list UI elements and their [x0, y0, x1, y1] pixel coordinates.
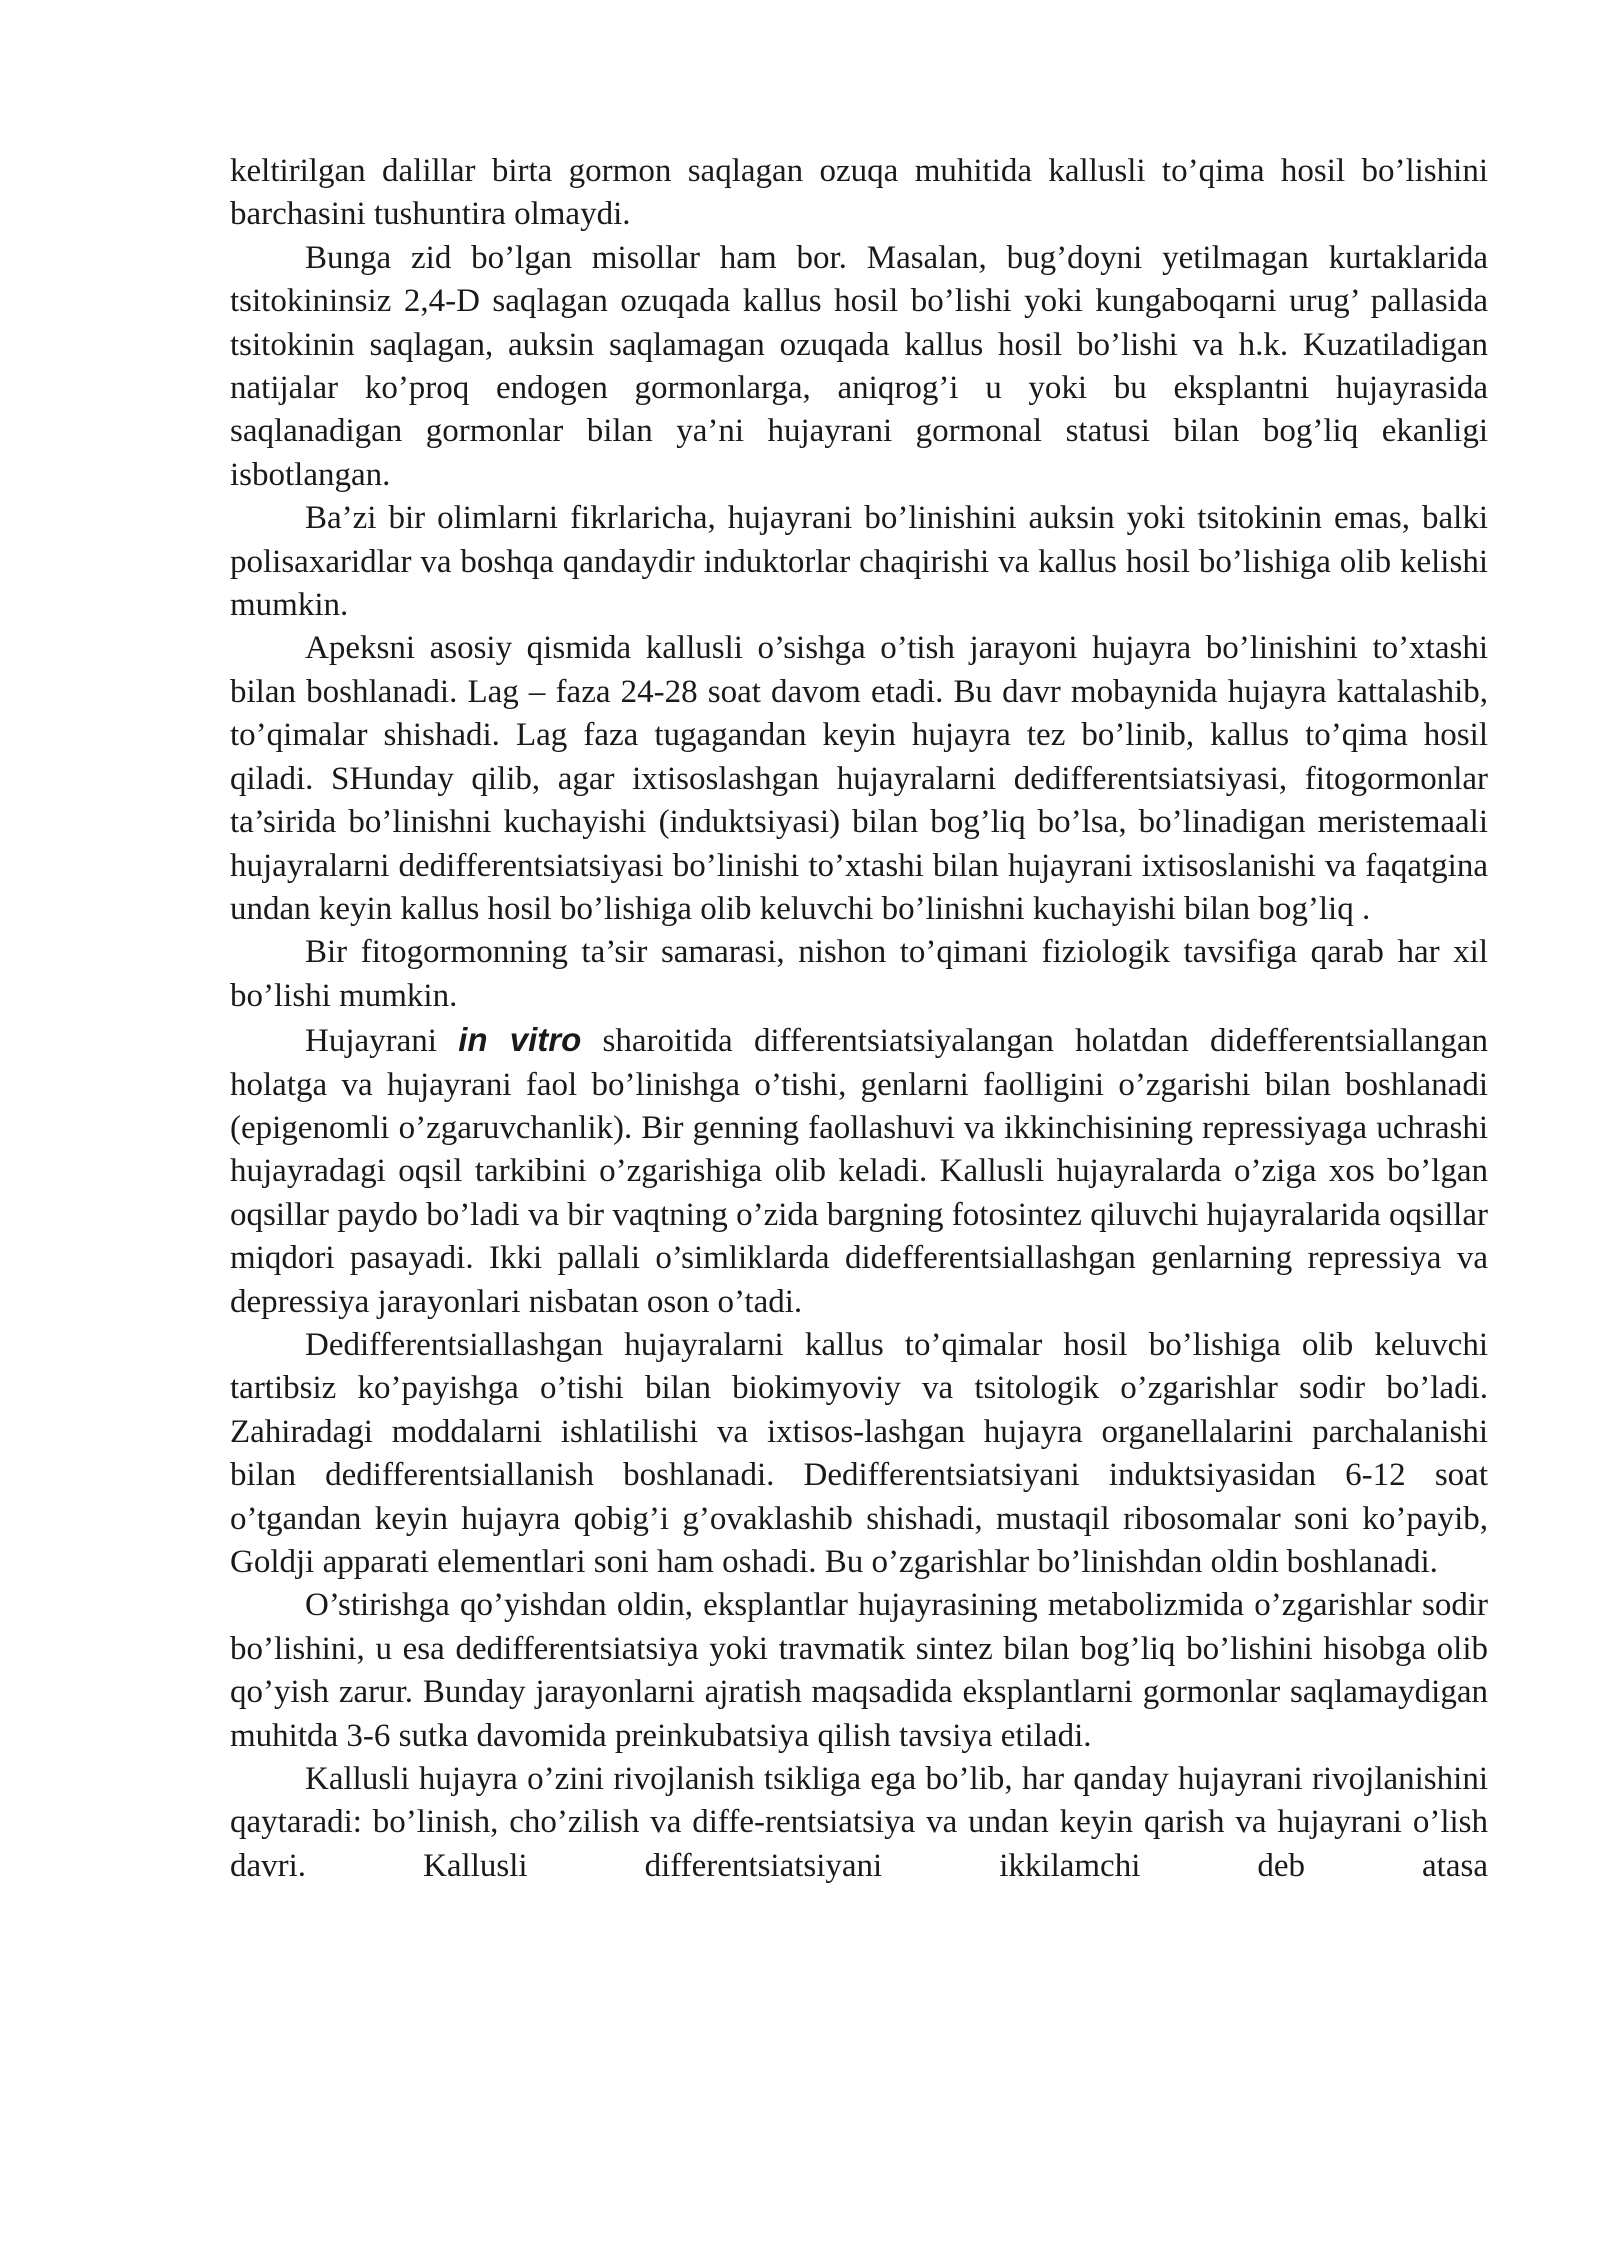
in-vitro-lead-text: Hujayrani	[305, 1023, 459, 1060]
document-page	[230, 150, 1488, 1888]
in-vitro-emphasis: in vitro	[458, 1021, 582, 1059]
paragraph-continuation: keltirilgan dalillar birta gormon saqlagan ozuqa muhitida kallusli to’qima hosil bo’lishini barchasini tushuntira olmaydi.	[230, 153, 1488, 233]
paragraph-callus-cell-cycle: Kallusli hujayra o’zini rivojlanish tsikliga ega bo’lib, har qanday hujayrani rivojlanishini qaytaradi: bo’linish, cho’zilish va diffe-rentsiatsiya va undan keyin qarish va hujayrani o’lish davri. Kallusli differentsiatsiyani ikkilamchi deb atasa	[230, 1761, 1488, 1884]
paragraph-in-vitro-dedifferentiation	[230, 1018, 1488, 1324]
paragraph-scientists-opinion: Ba’zi bir olimlarni fikrlaricha, hujayrani bo’linishini auksin yoki tsitokinin emas, balki polisaxaridlar va boshqa qandaydir induktorlar chaqirishi va kallus hosil bo’lishiga olib kelishi mumkin.	[230, 500, 1488, 624]
paragraph-preincubation: O’stirishga qo’yishdan oldin, eksplantlar hujayrasining metabolizmida o’zgarishlar sodir bo’lishini, u esa dedifferentsiatsiya yoki travmatik sintez bilan bog’liq bo’lishini hisobga olib qo’yish zarur. Bunday jarayonlarni ajratish maqsadida eksplantlarni gormonlar saqlamaydigan muhitda 3-6 sutka davomida preinkubatsiya qilish tavsiya etiladi.	[230, 1587, 1488, 1754]
paragraph-phytohormone-effect: Bir fitogormonning ta’sir samarasi, nishon to’qimani fiziologik tavsifiga qarab har xil bo’lishi mumkin.	[230, 934, 1488, 1014]
paragraph-dedifferentiated-cells: Dedifferentsiallashgan hujayralarni kallus to’qimalar hosil bo’lishiga olib keluvchi tartibsiz ko’payishga o’tishi bilan biokimyoviy va tsitologik o’zgarishlar sodir bo’ladi. Zahiradagi moddalarni ishlatilishi va ixtisos-lashgan hujayra organellalarini parchalanishi bilan dedifferentsiallanish boshlanadi. Dedifferentsiatsiyani induktsiyasidan 6-12 soat o’tgandan keyin hujayra qobig’i g’ovaklashib shishadi, mustaqil ribosomalar soni ko’payib, Goldji apparati elementlari soni ham oshadi. Bu o’zgarishlar bo’linishdan oldin boshlanadi.	[230, 1326, 1488, 1580]
paragraph-contradicting-examples: Bunga zid bo’lgan misollar ham bor. Masalan, bug’doyni yetilmagan kurtaklarida tsitokininsiz 2,4-D saqlagan ozuqada kallus hosil bo’lishi yoki kungaboqarni urug’ pallasida tsitokinin saqlagan, auksin saqlamagan ozuqada kallus hosil bo’lishi va h.k. Kuzatiladigan natijalar ko’proq endogen gormonlarga, aniqrog’i u yoki bu eksplantni hujayrasida saqlanadigan gormonlar bilan ya’ni hujayrani gormonal statusi bilan bog’liq ekanligi isbotlangan.	[230, 239, 1488, 493]
in-vitro-rest-text: sharoitida differentsiatsiyalangan holatdan didefferentsiallangan holatga va hujayrani faol bo’linishga o’tishi, genlarni faolligini o’zgarishi bilan boshlanadi (epigenomli o’zgaruvchanlik). Bir genning faollashuvi va ikkinchisining repressiyaga uchrashi hujayradagi oqsil tarkibini o’zgarishiga olib keladi. Kallusli hujayralarda o’ziga xos bo’lgan oqsillar paydo bo’ladi va bir vaqtning o’zida bargning fotosintez qiluvchi hujayralarida oqsillar miqdori pasayadi. Ikki pallali o’simliklarda didefferentsiallashgan genlarning repressiya va depressiya jarayonlari nisbatan oson o’tadi.	[230, 1023, 1488, 1320]
paragraph-apex-callus-growth: Apeksni asosiy qismida kallusli o’sishga o’tish jarayoni hujayra bo’linishini to’xtashi bilan boshlanadi. Lag – faza 24-28 soat davom etadi. Bu davr mobaynida hujayra kattalashib, to’qimalar shishadi. Lag faza tugagandan keyin hujayra tez bo’linib, kallus to’qima hosil qiladi. SHunday qilib, agar ixtisoslashgan hujayralarni dedifferentsiatsiyasi, fitogormonlar ta’sirida bo’linishni kuchayishi (induktsiyasi) bilan bog’liq bo’lsa, bo’linadigan meristemaali hujayralarni dedifferentsiatsiyasi bo’linishi to’xtashi bilan hujayrani ixtisoslanishi va faqatgina undan keyin kallus hosil bo’lishiga olib keluvchi bo’linishni kuchayishi bilan bog’liq .	[230, 630, 1488, 927]
